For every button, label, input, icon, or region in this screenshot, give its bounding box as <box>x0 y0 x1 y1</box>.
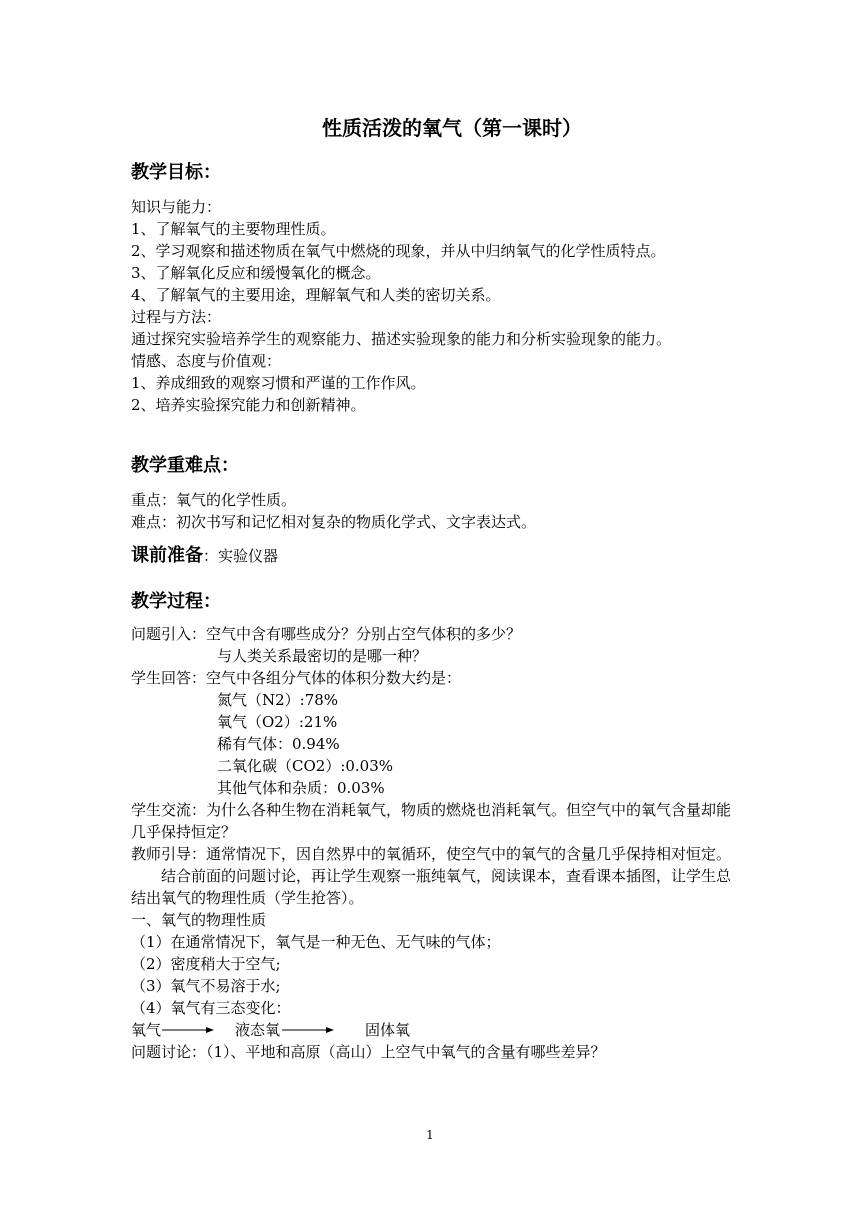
text-line: 问题讨论：（1）、平地和高原（高山）上空气中氧气的含量有哪些差异？ <box>131 1043 606 1061</box>
text-line: （4）氧气有三态变化： <box>131 999 291 1017</box>
text-line: 一、氧气的物理性质 <box>131 911 267 929</box>
state-liquid-oxygen: 液态氧 <box>235 1021 281 1039</box>
text-line: （3）氧气不易溶于水; <box>131 977 281 995</box>
text-line: 3、了解氧化反应和缓慢氧化的概念。 <box>131 264 381 282</box>
document-title: 性质活泼的氧气（第一课时） <box>322 116 582 140</box>
heading-key-points: 教学重难点： <box>131 455 239 476</box>
text-line: 难点：初次书写和记忆相对复杂的物质化学式、文字表达式。 <box>131 513 537 531</box>
process-section <box>131 623 731 1063</box>
gas-item: 氧气（O2）:21% <box>217 713 338 731</box>
objectives-section <box>131 196 731 416</box>
text-line: 4、了解氧气的主要用途，理解氧气和人类的密切关系。 <box>131 286 501 304</box>
paragraph: 通过探究实验培养学生的观察能力、描述实验现象的能力和分析实验现象的能力。 <box>131 330 672 348</box>
arrow-icon <box>162 1024 214 1036</box>
text-line: 2、学习观察和描述物质在氧气中燃烧的现象，并从中归纳氧气的化学性质特点。 <box>131 242 666 260</box>
gas-item: 氮气（N2）:78% <box>217 691 339 709</box>
text-line: 学生回答：空气中各组分气体的体积分数大约是： <box>131 669 462 687</box>
text-line: 1、了解氧气的主要物理性质。 <box>131 220 336 238</box>
preparation-label: 课前准备 <box>131 545 203 566</box>
state-change-diagram <box>131 1019 731 1041</box>
arrow-icon <box>282 1024 334 1036</box>
state-solid-oxygen: 固体氧 <box>365 1021 411 1039</box>
heading-preparation <box>131 543 278 569</box>
text-line: 知识与能力： <box>131 198 222 216</box>
paragraph: 教师引导：通常情况下，因自然界中的氧循环，使空气中的氧气的含量几乎保持相对恒定。 <box>131 845 732 863</box>
page-number: 1 <box>426 1128 434 1142</box>
gas-item: 二氧化碳（CO2）:0.03% <box>217 757 394 775</box>
key-points-section <box>131 489 731 533</box>
text-line: 问题引入：空气中含有哪些成分？分别占空气体积的多少？ <box>131 625 522 643</box>
text-line: 情感、态度与价值观： <box>131 352 282 370</box>
heading-objectives: 教学目标： <box>131 162 221 183</box>
text-line: 与人类关系最密切的是哪一种？ <box>217 647 428 665</box>
text-line: 1、养成细致的观察习惯和严谨的工作作风。 <box>131 374 426 392</box>
gas-item: 稀有气体：0.94% <box>217 735 340 753</box>
heading-process: 教学过程： <box>131 591 221 612</box>
text-line: 重点：氧气的化学性质。 <box>131 491 297 509</box>
text-line: 过程与方法： <box>131 308 222 326</box>
paragraph: 学生交流：为什么各种生物在消耗氧气，物质的燃烧也消耗氧气。但空气中的氧气含量却能几乎保持恒定？ <box>131 801 732 841</box>
text-line: （1）在通常情况下，氧气是一种无色、无气味的气体； <box>131 933 501 951</box>
paragraph: 结合前面的问题讨论，再让学生观察一瓶纯氧气，阅读课本，查看课本插图，让学生总结出氧气的物理性质（学生抢答）。 <box>131 867 732 907</box>
gas-item: 其他气体和杂质：0.03% <box>217 779 385 797</box>
text-line: 2、培养实验探究能力和创新精神。 <box>131 396 366 414</box>
preparation-text: ：实验仪器 <box>203 547 279 565</box>
state-oxygen: 氧气 <box>131 1021 162 1039</box>
text-line: （2）密度稍大于空气; <box>131 955 281 973</box>
